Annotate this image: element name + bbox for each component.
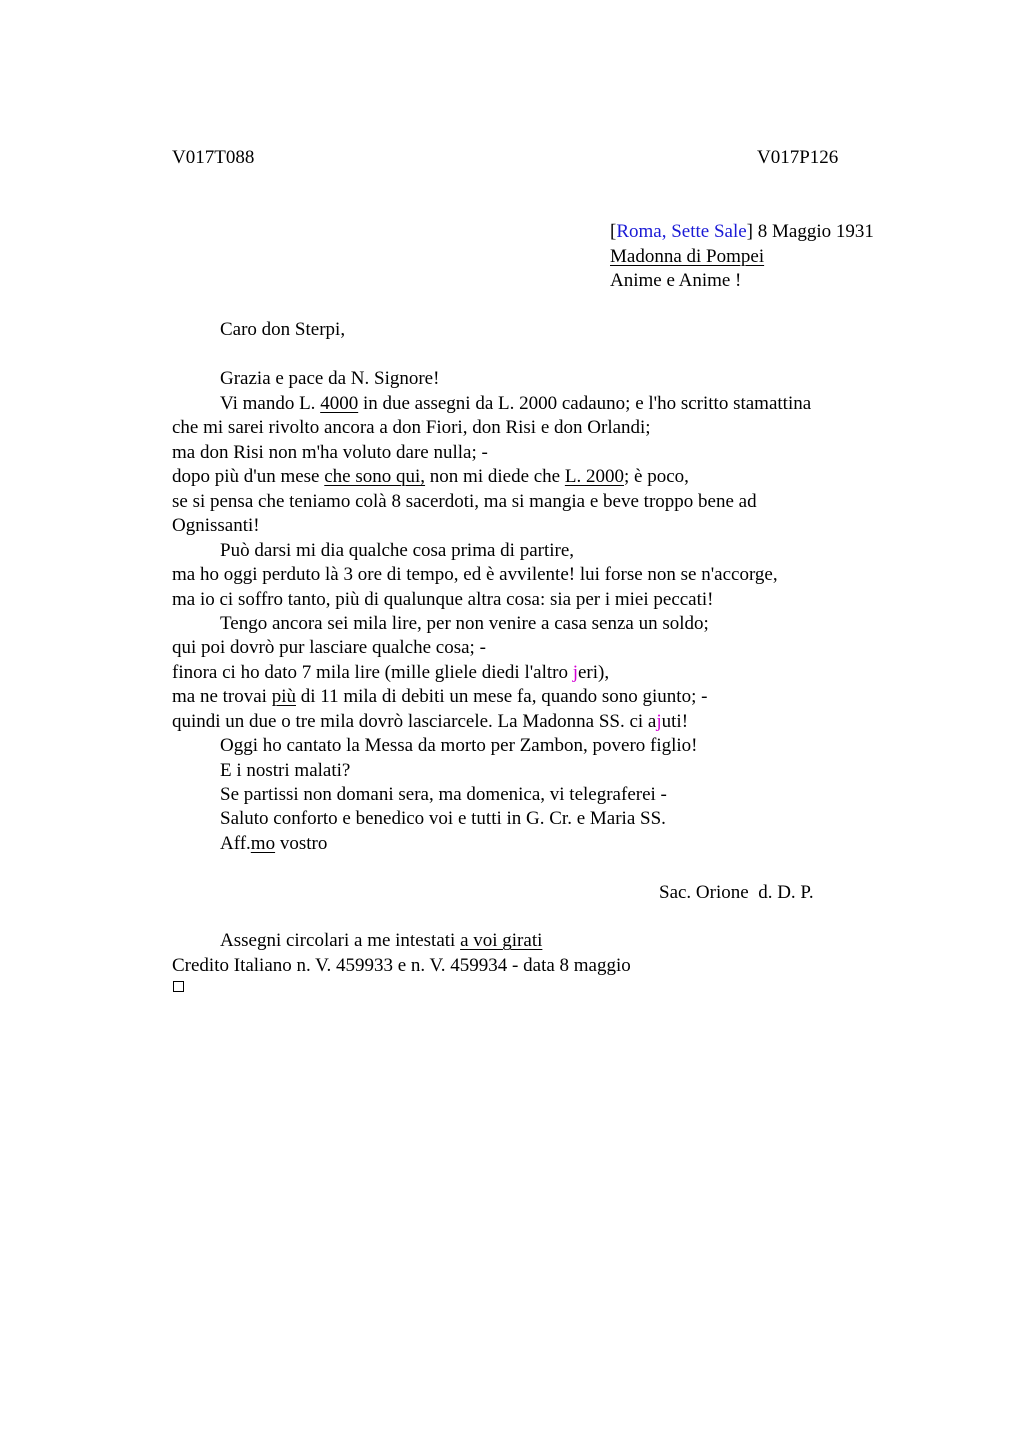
underlined-abbrev: mo [250, 833, 276, 854]
text-run: di 11 mila di debiti un mese fa, quando sono giunto; - [296, 686, 708, 707]
dateline-motto: Anime e Anime ! [610, 270, 742, 291]
postscript-line: Credito Italiano n. V. 459933 e n. V. 459934 - data 8 maggio [172, 955, 631, 976]
body-line: Ognissanti! [172, 515, 260, 536]
body-line: se si pensa che teniamo colà 8 sacerdoti, ma si mangia e beve troppo bene ad [172, 491, 757, 512]
highlighted-letter: j [656, 711, 662, 732]
text-run: ; è poco, [623, 466, 689, 487]
highlighted-letter: j [572, 662, 578, 683]
bracket-open: [ [610, 221, 617, 242]
body-line: Oggi ho cantato la Messa da morto per Zambon, povero figlio! [220, 735, 698, 756]
text-run: Assegni circolari a me intestati [220, 930, 461, 951]
body-line: Può darsi mi dia qualche cosa prima di partire, [220, 540, 575, 561]
dateline [610, 220, 874, 244]
text-run: dopo più d'un mese [172, 466, 325, 487]
body-line: Saluto conforto e benedico voi e tutti in G. Cr. e Maria SS. [220, 808, 666, 829]
body-line [172, 710, 688, 734]
underlined-phrase: che sono qui, [324, 466, 426, 487]
text-run: ma ne trovai [172, 686, 272, 707]
underlined-amount: 4000 [320, 393, 359, 414]
body-line: ma io ci soffro tanto, più di qualunque altra cosa: sia per i miei peccati! [172, 589, 714, 610]
text-run: Aff. [220, 833, 251, 854]
closing [220, 832, 327, 856]
underlined-word: più [271, 686, 296, 707]
text-run: non mi diede che [425, 466, 565, 487]
text-run: uti! [661, 711, 689, 732]
salutation: Caro don Sterpi, [220, 319, 346, 340]
body-line [172, 661, 609, 685]
signature: Sac. Orione d. D. P. [659, 882, 814, 903]
checkbox-glyph [173, 981, 184, 992]
document-code-right: V017P126 [757, 147, 839, 168]
letter-date: 8 Maggio 1931 [753, 221, 874, 242]
text-run: finora ci ho dato 7 mila lire (mille gliele diedi l'altro [172, 662, 573, 683]
document-code-left: V017T088 [172, 147, 255, 168]
body-line: Tengo ancora sei mila lire, per non venire a casa senza un soldo; [220, 613, 709, 634]
place-name: Roma, Sette Sale [616, 221, 747, 242]
body-line: che mi sarei rivolto ancora a don Fiori, don Risi e don Orlandi; [172, 417, 651, 438]
body-line [220, 392, 811, 416]
dateline-heading: Madonna di Pompei [610, 246, 765, 267]
text-run: eri), [578, 662, 610, 683]
text-run: vostro [275, 833, 328, 854]
body-line: Grazia e pace da N. Signore! [220, 368, 440, 389]
body-line [172, 465, 689, 489]
body-line: E i nostri malati? [220, 760, 351, 781]
body-line [172, 685, 707, 709]
postscript-line [220, 929, 542, 953]
text-run: Vi mando L. [220, 393, 321, 414]
text-run: quindi un due o tre mila dovrò lasciarcele. La Madonna SS. ci a [172, 711, 657, 732]
body-line: Se partissi non domani sera, ma domenica, vi telegraferei - [220, 784, 667, 805]
body-line: ma don Risi non m'ha voluto dare nulla; - [172, 442, 488, 463]
bracket-close: ] [746, 221, 753, 242]
body-line: ma ho oggi perduto là 3 ore di tempo, ed è avvilente! lui forse non se n'accorge, [172, 564, 778, 585]
underlined-amount: L. 2000 [564, 466, 624, 487]
underlined-phrase: a voi girati [460, 930, 543, 951]
body-line: qui poi dovrò pur lasciare qualche cosa; - [172, 637, 486, 658]
text-run: in due assegni da L. 2000 cadauno; e l'ho scritto stamattina [358, 393, 812, 414]
